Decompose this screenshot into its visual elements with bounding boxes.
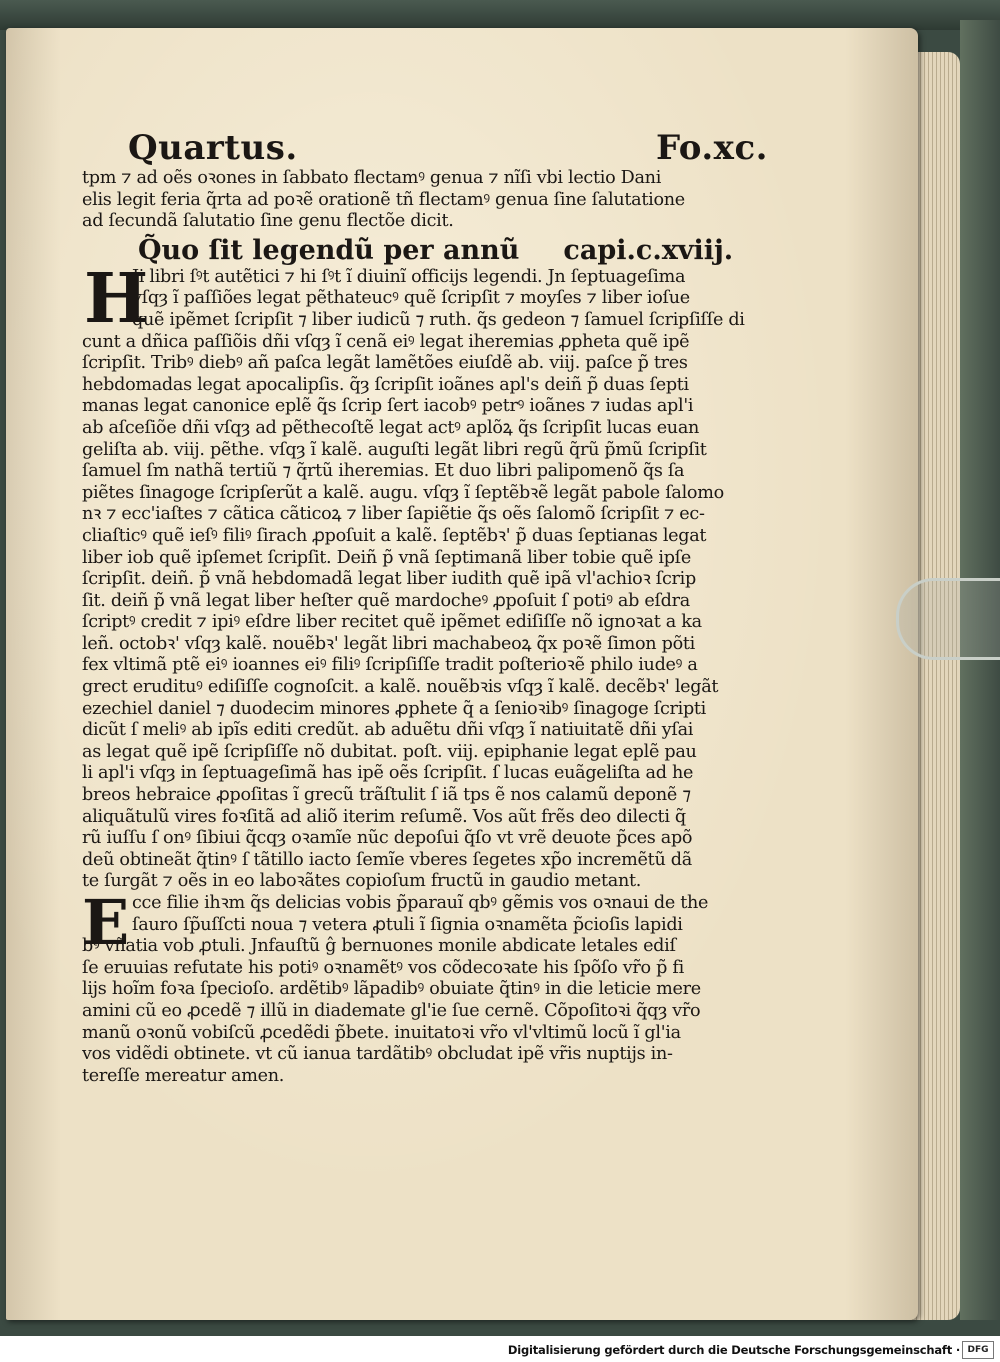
text-line: ſcripſit. deiñ. p̃ vnã hebdomadã legat̃ liber iudith quẽ ipã vl'achioꝛ ſcrip [82, 569, 696, 590]
text-line: bꝰ vñatia vob ꝓtuli. Jnfauſtũ ĝ bernuones monile abdicate letales ediſ [82, 936, 676, 957]
text-line: as legat̃ quẽ ipẽ ſcripſiſſe nõ dubitat̃. poſt. viij. epiphanie legat̃ eplẽ pau [82, 741, 697, 762]
dfg-logo: DFG [962, 1341, 994, 1359]
chapter-number: capi.c.xviij. [563, 234, 734, 266]
text-line: vos vidẽdi obtinete. vt cũ ianua tardãtibꝰ obcludat̃ ipẽ vr̃is nuptijs in- [82, 1044, 673, 1065]
text-line: manas legat̃ canonice eplẽ q̃s ſcrip ſert iacobꝰ petrꝰ ioãnes ⁊ iudas apl'i [82, 396, 694, 417]
text-line: Ji libri ſꝰt autẽtici ⁊ hi ſꝰt ĩ diuinĩ officijs legendi. Jn ſeptuageſima [132, 266, 686, 287]
funding-credit: Digitalisierung gefördert durch die Deutsche Forschungsgemeinschaft · [507, 1343, 960, 1357]
text-line: ſcriptꝰ credit̃ ⁊ ipiꝰ eſdre liber recitet̃ quẽ ipẽmet ediſiſſe nõ ignoꝛat̃ a ka [82, 612, 702, 633]
text-line: manũ oꝛonũ vobiſcũ ꝓcedẽdi p̃bete. inuitatoꝛi vr̃o vl'vltimũ locũ ĩ gl'ia [82, 1022, 681, 1043]
text-line: deũ obtineãt q̃tinꝰ ſ̃ tãtillo iacto ſemĩe vberes ſegetes xp̃o incremẽtũ dã [82, 849, 692, 870]
digitization-footer [0, 1336, 1000, 1362]
text-line: elis legit̃ feria q̃rta ad poꝛẽ orationẽ tñ flectamꝰ genua ſine ſalutatione [82, 189, 685, 210]
text-line: lijs hoĩm foꝛa ſpecioſo. ardẽtibꝰ lãpadibꝰ obuiate q̃tinꝰ in die leticie mere [82, 979, 701, 1000]
text-line: aliquãtulũ vires foꝛſitã ad aliõ iterim reſumẽ. Vos aũt frẽs deo dilecti q̃ [82, 806, 686, 827]
text-line: ſe eruuias refutate his potiꝰ oꝛnamẽtꝰ vos cõdecoꝛate his ſpõſo vr̃o p̃ fi [82, 957, 684, 978]
running-title: Quartus. [128, 128, 298, 168]
text-line: breos hebraice ꝓpoſitas ĩ grecũ trãſtulit ſ̃ iã tps ẽ nos calamũ deponẽ ⁊ [82, 785, 691, 806]
folio-number: Fo.xc. [655, 128, 768, 168]
text-line: rũ iuſſu ſ̃ onꝰ ſibiui q̃cqȝ oꝛamĩe nũc depoſui q̃ſo vt vrẽ deuote p̃ces apõ [82, 828, 693, 849]
text-line: piẽtes ſinagoge ſcripſerũt a kalẽ. augu. vſqȝ ĩ ſeptẽbꝛẽ legãt pabole ſalomo [82, 482, 724, 503]
text-line: nꝛ ⁊ ecc'iaſtes ⁊ cãtica cãticoꝝ ⁊ liber ſapiẽtie q̃s oẽs ſalomõ ſcripſit ⁊ ec- [82, 504, 705, 525]
text-line: ab aſceſiõe dñi vſqȝ ad pẽthecoſtẽ legat̃ actꝰ aplõꝝ q̃s ſcripſit lucas euan [82, 417, 700, 438]
text-line: tpm ⁊ ad oẽs oꝛones in ſabbato flectamꝰ genua ⁊ nĩſi vbi lectio Dani [82, 168, 662, 188]
chapter-heading [82, 235, 772, 267]
running-header [82, 128, 772, 168]
text-line: ſcripſit. Tribꝰ diebꝰ añ paſca legãt lamẽtões eiuſdẽ ab. viij. paſce p̃ tres [82, 353, 688, 374]
text-line: vſqȝ ĩ paſſiões legat̃ pẽthateucꝰ quẽ ſcripſit ⁊ moyſes ⁊ liber ioſue [132, 288, 690, 309]
text-line: geliſta ab. viij. pẽthe. vſqȝ ĩ kalẽ. auguſti legãt libri regũ q̃rũ p̃mũ ſcripſit [82, 439, 707, 460]
book-cover-board [960, 20, 1000, 1320]
text-line: amini cũ eo ꝓcedẽ ⁊ illũ in diademate gl'ie ſue cernẽ. Cõpoſitoꝛi q̃qȝ vr̃o [82, 1000, 701, 1021]
text-line: cunt̃ a dñica paſſiõis dñi vſqȝ ĩ cenã eiꝰ legat̃ iheremias ꝓpheta quẽ ipẽ [82, 331, 690, 352]
text-line: cce filie ihꝛm q̃s delicias vobis p̃parauĩ qbꝰ gẽmis vos oꝛnaui de the [132, 893, 709, 913]
text-line: tereſſe mereatur amen. [82, 1065, 285, 1086]
text-line: fex vltimã ptẽ eiꝰ ioannes eiꝰ filiꝰ ſcripſiſſe tradit̃ poſterioꝛẽ philo iudeꝰ a [82, 655, 698, 676]
text-line: grect erudituꝰ ediſiſſe cognoſcit̃. a kalẽ. nouẽbꝛis vſqȝ ĩ kalẽ. decẽbꝛ' legãt [82, 677, 719, 698]
text-line: leñ. octobꝛ' vſqȝ kalẽ. nouẽbꝛ' legãt libri machabeoꝝ q̃x poꝛẽ ſimon põti [82, 633, 695, 654]
chapter-title: Q̃uo ſit legendũ per annũ [138, 234, 520, 266]
text-line: dicũt̃ ſ̃ meliꝰ ab ipĩs editi credũt̃. ab aduẽtu dñi vſqȝ ĩ natiuitatẽ dñi yſai [82, 720, 694, 741]
text-line: quẽ ipẽmet ſcripſit ⁊ liber iudicũ ⁊ ruth. q̃s gedeon ⁊ ſamuel ſcripſiſſe di [132, 309, 745, 330]
text-line: ad ſecundã ſalutatio ſine genu flectõe dicit̃. [82, 211, 454, 232]
text-line: ſamuel ſ̃m nathã tertiũ ⁊ q̃rtũ iheremias. Et duo libri palipomenõ q̃s ſa [82, 461, 685, 482]
text-line: ezechiel daniel ⁊ duodecim minores ꝓphete q̃ a ſenioꝛibꝰ ſinagoge ſcripti [82, 698, 707, 719]
clasp-ring [896, 578, 1000, 660]
paragraph-2 [82, 886, 772, 1087]
paragraph-1 [82, 258, 772, 893]
initial-letter: H [84, 258, 149, 339]
text-line: li apl'i vſqȝ in ſeptuageſimã has ipẽ oẽs ſcripſit. ſ̃ lucas euãgeliſta ad he [82, 763, 694, 784]
text-line: hebdomadas legat̃ apocalipſis. q̃ȝ ſcripſit ioãnes apl's deiñ p̃ duas ſepti [82, 374, 689, 395]
intro-lines [82, 168, 772, 233]
book-binding-top [0, 0, 1000, 30]
text-line: liber iob quẽ ipſemet ſcripſit. Deiñ p̃ vnã ſeptimanã liber tobie quẽ ipſe [82, 547, 691, 568]
page-text-block [82, 128, 772, 1087]
text-line: cliaſticꝰ quẽ ieſꝰ filiꝰ ſirach ꝓpoſuit a kalẽ. ſeptẽbꝛ' p̃ duas ſeptianas legat̃ [82, 525, 707, 546]
text-line: ſauro ſp̃uſſcti noua ⁊ vetera ꝓtuli ĩ ſignia oꝛnamẽta p̃cioſis lapidi [132, 914, 683, 935]
text-line: ſit. deiñ p̃ vnã legat̃ liber heſter quẽ mardocheꝰ ꝓpoſuit ſ̃ potiꝰ ab eſdra [82, 590, 690, 611]
text-line: te ſurgãt ⁊ oẽs in eo laboꝛãtes copioſum fructũ in gaudio metant. [82, 871, 642, 892]
initial-letter: E [82, 886, 130, 959]
